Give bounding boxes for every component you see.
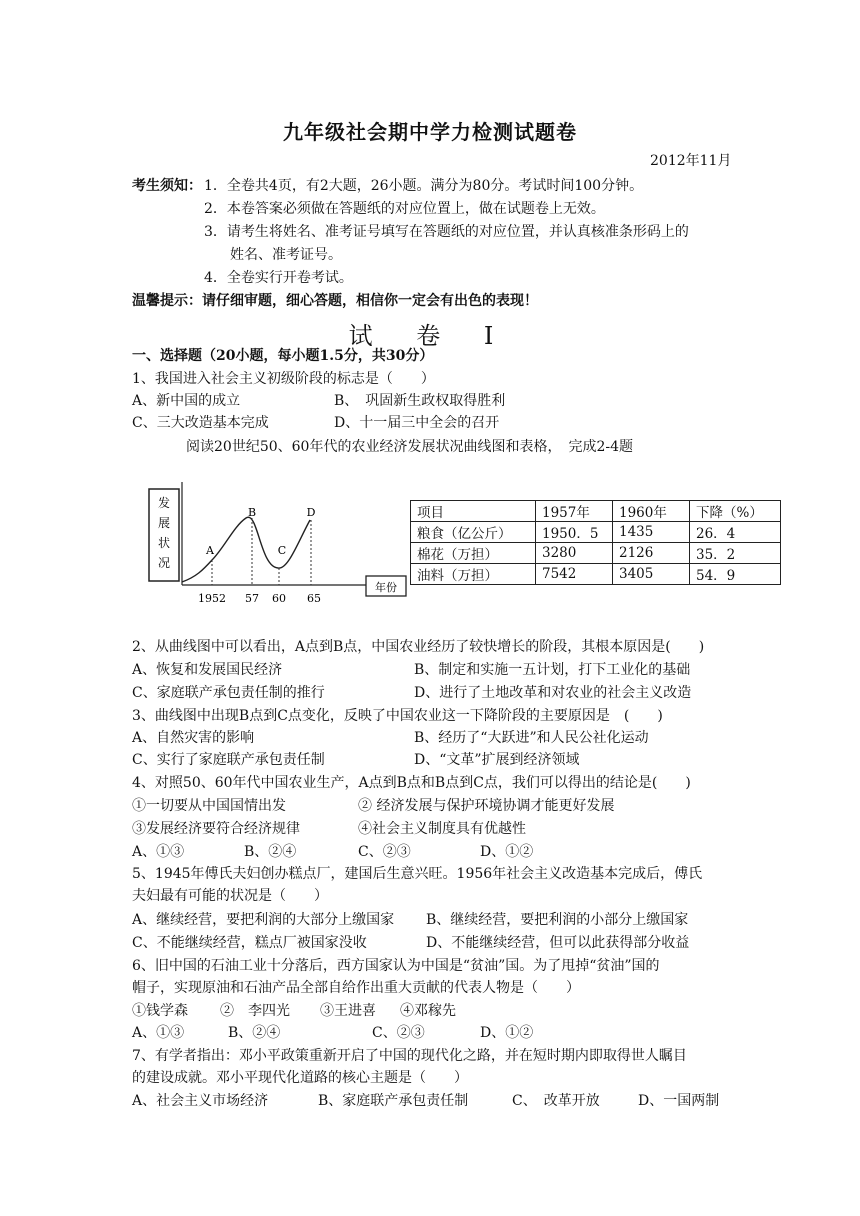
q1-option-d: D、十一届三中全会的召开	[334, 415, 500, 431]
q6-statement-4: ④邓稼先	[400, 1003, 456, 1019]
notice-item-4: 4．全卷实行开卷考试。	[204, 270, 353, 286]
q6-option-a: A、①③	[132, 1025, 185, 1041]
paper-label: 试 卷 Ⅰ	[348, 322, 512, 350]
q1-option-b: B、 巩固新生政权取得胜利	[334, 393, 506, 409]
notice-item-3: 3．请考生将姓名、准考证号填写在答题纸的对应位置，并认真核准条形码上的	[204, 224, 689, 240]
x-label: 年份	[375, 581, 397, 594]
x-tick-label: 65	[307, 592, 321, 605]
q2-option-a: A、恢复和发展国民经济	[132, 662, 283, 678]
table-row	[411, 543, 781, 564]
q6-stem-cont: 帽子，实现原油和石油产品全部自给作出重大贡献的代表人物是（ ）	[132, 980, 580, 996]
table-header-cell: 1957年	[536, 501, 613, 522]
notice-item-2: 2．本卷答案必须做在答题纸的对应位置上，做在试题卷上无效。	[204, 201, 605, 217]
q1-stem: 1、我国进入社会主义初级阶段的标志是（ ）	[132, 371, 435, 387]
y-label-char: 展	[157, 516, 171, 530]
table-header-cell: 1960年	[613, 501, 690, 522]
notice-item-3-cont: 姓名、准考证号。	[230, 247, 342, 263]
y-label-char: 发	[157, 496, 171, 510]
exam-date: 2012年11月	[650, 153, 732, 169]
q7-option-c: C、 改革开放	[512, 1093, 600, 1109]
table-header-row	[411, 501, 781, 522]
q6-statement-3: ③王进喜	[320, 1003, 376, 1019]
exam-title: 九年级社会期中学力检测试题卷	[283, 120, 577, 144]
q3-stem: 3、曲线图中出现B点到C点变化，反映了中国农业这一下降阶段的主要原因是 ( )	[132, 708, 663, 724]
table-header-cell: 下降（%）	[690, 501, 781, 522]
table-cell: 1950．5	[536, 522, 613, 543]
q3-option-c: C、实行了家庭联产承包责任制	[132, 752, 325, 768]
q4-option-a: A、①③	[132, 844, 185, 860]
table-cell: 3280	[536, 543, 613, 564]
q1-option-c: C、三大改造基本完成	[132, 415, 269, 431]
development-curve	[182, 517, 310, 582]
x-tick-label: 57	[245, 592, 259, 605]
point-label: D	[306, 506, 316, 519]
q2-option-b: B、制定和实施一五计划，打下工业化的基础	[414, 662, 691, 678]
q4-statement-4: ④社会主义制度具有优越性	[358, 821, 526, 837]
q7-option-d: D、一国两制	[638, 1093, 720, 1109]
reading-intro: 阅读20世纪50、60年代的农业经济发展状况曲线图和表格， 完成2-4题	[186, 439, 633, 455]
table-cell: 26．4	[690, 522, 781, 543]
q5-stem-cont: 夫妇最有可能的状况是（ ）	[132, 888, 328, 904]
y-label-char: 况	[157, 556, 171, 570]
x-tick-label: 1952	[198, 592, 226, 605]
q3-option-d: D、“文革”扩展到经济领域	[414, 752, 580, 768]
q5-stem: 5、1945年傅氏夫妇创办糕点厂，建国后生意兴旺。1956年社会主义改造基本完成后，傅氏	[132, 866, 703, 882]
table-row	[411, 564, 781, 585]
q5-option-a: A、继续经营，要把利润的大部分上缴国家	[132, 912, 395, 928]
table-row	[411, 522, 781, 543]
q4-option-c: C、②③	[358, 844, 411, 860]
q6-stem: 6、旧中国的石油工业十分落后，西方国家认为中国是“贫油”国。为了甩掉“贫油”国的	[132, 958, 660, 974]
q6-option-b: B、②④	[228, 1025, 281, 1041]
point-label: B	[247, 506, 257, 519]
tip-text: 温馨提示：请仔细审题，细心答题，相信你一定会有出色的表现！	[132, 293, 538, 309]
q6-option-c: C、②③	[372, 1025, 425, 1041]
notice-label: 考生须知：	[132, 178, 202, 194]
q5-option-c: C、不能继续经营，糕点厂被国家没收	[132, 935, 367, 951]
q4-statement-2: ② 经济发展与保护环境协调才能更好发展	[358, 798, 615, 814]
q7-stem: 7、有学者指出：邓小平政策重新开启了中国的现代化之路，并在短时期内即取得世人瞩目	[132, 1048, 687, 1064]
q3-option-a: A、自然灾害的影响	[132, 730, 255, 746]
notice-item-1: 1．全卷共4页，有2大题，26小题。满分为80分。考试时间100分钟。	[204, 178, 644, 194]
point-label: A	[206, 544, 214, 557]
section-header: 一、选择题（20小题，每小题1.5分，共30分）	[132, 348, 434, 364]
table-cell: 3405	[613, 564, 690, 585]
table-cell: 35．2	[690, 543, 781, 564]
q3-option-b: B、经历了“大跃进”和人民公社化运动	[414, 730, 649, 746]
table-cell: 2126	[613, 543, 690, 564]
q6-statement-2: ② 李四光	[220, 1003, 290, 1019]
point-label: C	[277, 544, 287, 557]
q4-option-b: B、②④	[244, 844, 297, 860]
table-cell: 油料（万担）	[411, 564, 536, 585]
q7-option-b: B、家庭联产承包责任制	[318, 1093, 469, 1109]
q5-option-d: D、不能继续经营，但可以此获得部分收益	[426, 935, 690, 951]
table-cell: 1435	[613, 522, 690, 543]
table-cell: 7542	[536, 564, 613, 585]
x-tick-label: 60	[272, 592, 286, 605]
q7-option-a: A、社会主义市场经济	[132, 1093, 269, 1109]
q5-option-b: B、继续经营，要把利润的小部分上缴国家	[426, 912, 689, 928]
table-cell: 粮食（亿公斤）	[411, 522, 536, 543]
q1-option-a: A、新中国的成立	[132, 393, 241, 409]
q4-statement-3: ③发展经济要符合经济规律	[132, 821, 300, 837]
agriculture-curve-graph	[148, 482, 410, 612]
table-cell: 54．9	[690, 564, 781, 585]
q7-stem-cont: 的建设成就。邓小平现代化道路的核心主题是（ ）	[132, 1070, 468, 1086]
table-cell: 棉花（万担）	[411, 543, 536, 564]
q2-stem: 2、从曲线图中可以看出，A点到B点，中国农业经历了较快增长的阶段，其根本原因是( )	[132, 639, 705, 655]
q6-statement-1: ①钱学森	[132, 1003, 188, 1019]
q2-option-c: C、家庭联产承包责任制的推行	[132, 685, 325, 701]
q4-statement-1: ①一切要从中国国情出发	[132, 798, 286, 814]
agriculture-table	[410, 500, 781, 585]
table-header-cell: 项目	[411, 501, 536, 522]
q6-option-d: D、①②	[480, 1025, 534, 1041]
q2-option-d: D、进行了土地改革和对农业的社会主义改造	[414, 685, 692, 701]
y-label-char: 状	[157, 536, 171, 550]
q4-option-d: D、①②	[480, 844, 534, 860]
q4-stem: 4、对照50、60年代中国农业生产，A点到B点和B点到C点，我们可以得出的结论是( )	[132, 775, 691, 791]
